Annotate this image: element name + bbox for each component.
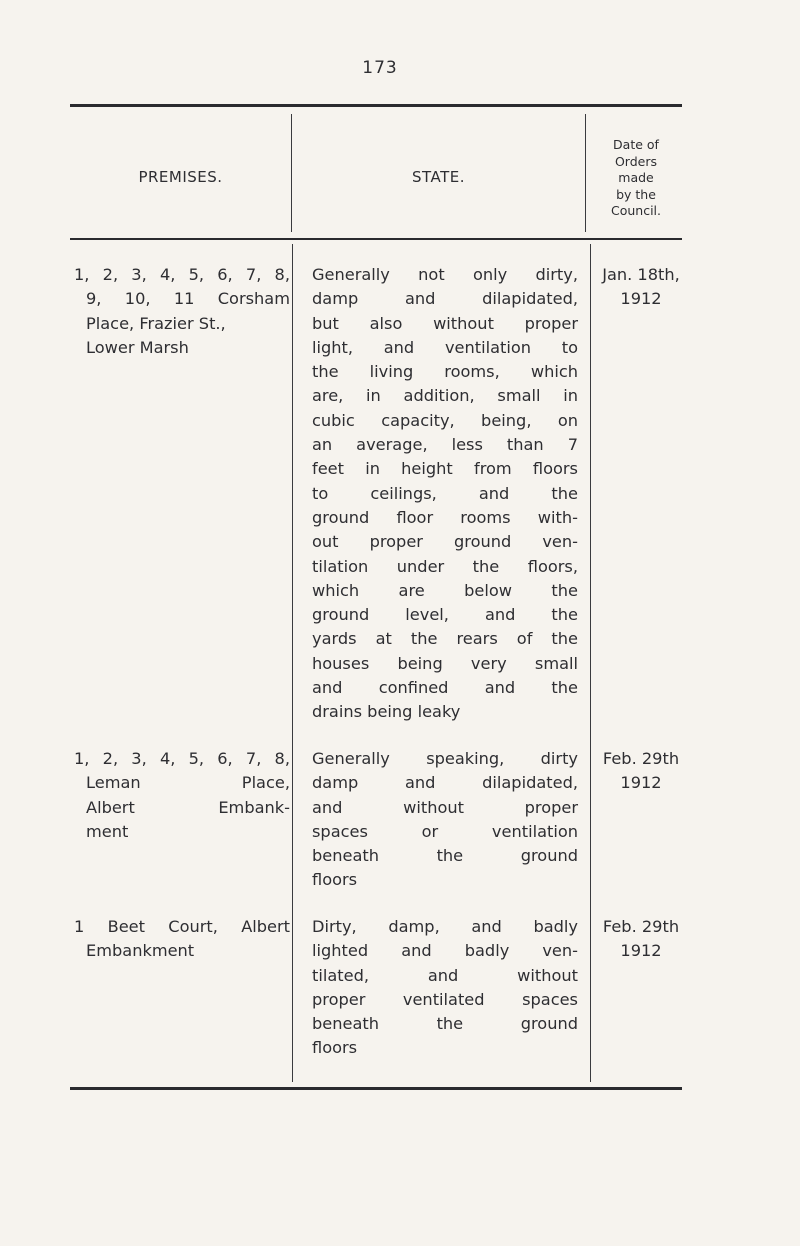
premises-cell: [74, 263, 290, 360]
premises-line: Place, Frazier St.,: [86, 313, 226, 333]
state-line: the living rooms, which: [312, 362, 578, 382]
state-line: ground level, and the: [312, 605, 578, 625]
header-date-line: made: [618, 170, 654, 185]
state-line: yards at the rears of the: [312, 629, 578, 649]
state-line: proper ventilated spaces: [312, 989, 578, 1009]
date-line: Jan. 18th,: [602, 265, 680, 284]
state-line: beneath the ground: [312, 1014, 578, 1034]
header-divider: [70, 238, 682, 240]
state-line: Dirty, damp, and badly: [312, 917, 578, 936]
state-line: tilated, and without: [312, 965, 578, 985]
state-cell: [312, 915, 578, 1061]
state-line: which are below the: [312, 580, 578, 600]
header-date-line: Date of: [613, 137, 659, 152]
state-line: damp and dilapidated,: [312, 773, 578, 793]
header-premises: PREMISES.: [138, 168, 223, 186]
top-rule: [70, 104, 682, 107]
state-line: cubic capacity, being, on: [312, 410, 578, 430]
date-line: 1912: [620, 773, 662, 793]
page-number: 173: [362, 58, 398, 78]
state-line: an average, less than 7: [312, 435, 578, 455]
state-line: light, and ventilation to: [312, 337, 578, 357]
date-cell: [592, 747, 690, 796]
state-line: beneath the ground: [312, 846, 578, 866]
date-cell: [592, 915, 690, 964]
date-line: Feb. 29th: [602, 749, 680, 768]
state-line: but also without proper: [312, 313, 578, 333]
premises-line: 1, 2, 3, 4, 5, 6, 7, 8,: [74, 749, 290, 768]
state-line: to ceilings, and the: [312, 483, 578, 503]
header-state: STATE.: [411, 168, 466, 186]
state-line: floors: [312, 870, 358, 890]
state-line: houses being very small: [312, 653, 578, 673]
premises-line: 1 Beet Court, Albert: [74, 917, 290, 936]
column-divider: [292, 244, 293, 1082]
state-cell: [312, 747, 578, 893]
date-line: 1912: [620, 289, 662, 309]
header-date-line: by the: [616, 186, 656, 202]
premises-cell: [74, 915, 290, 964]
premises-line: Lower Marsh: [86, 337, 189, 357]
state-line: drains being leaky: [312, 702, 461, 722]
premises-line: Leman Place,: [86, 773, 290, 793]
state-line: Generally speaking, dirty: [312, 749, 578, 768]
header-date: [586, 137, 686, 220]
state-line: and confined and the: [312, 678, 578, 698]
premises-cell: [74, 747, 290, 844]
state-line: tilation under the floors,: [312, 556, 578, 576]
premises-line: 1, 2, 3, 4, 5, 6, 7, 8,: [74, 265, 290, 284]
header-date-line: Council.: [610, 203, 661, 218]
state-line: out proper ground ven-: [312, 532, 578, 552]
state-line: damp and dilapidated,: [312, 289, 578, 309]
header-date-line: Orders: [614, 153, 658, 169]
state-line: lighted and badly ven-: [312, 941, 578, 961]
premises-line: ment: [86, 821, 129, 841]
state-line: feet in height from floors: [312, 459, 578, 479]
state-line: Generally not only dirty,: [312, 265, 578, 284]
date-line: Feb. 29th: [602, 917, 680, 936]
state-line: ground floor rooms with-: [312, 507, 578, 527]
state-line: and without proper: [312, 797, 578, 817]
state-line: are, in addition, small in: [312, 386, 578, 406]
date-cell: [592, 263, 690, 312]
premises-line: 9, 10, 11 Corsham: [86, 289, 290, 309]
column-divider: [590, 244, 591, 1082]
bottom-rule: [70, 1087, 682, 1090]
date-line: 1912: [620, 941, 662, 961]
state-line: spaces or ventilation: [312, 821, 578, 841]
premises-line: Embankment: [86, 941, 195, 961]
state-cell: [312, 263, 578, 725]
state-line: floors: [312, 1038, 358, 1058]
premises-line: Albert Embank-: [86, 797, 290, 817]
